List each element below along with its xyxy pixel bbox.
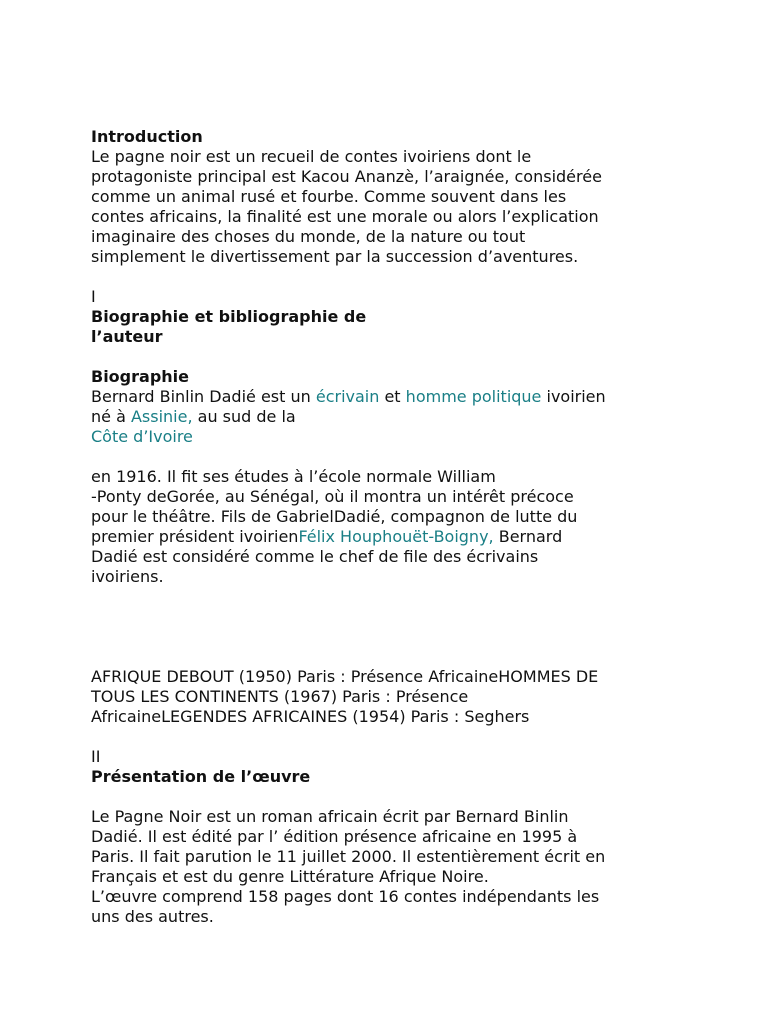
- section1-title-line2: l’auteur: [91, 327, 163, 346]
- biography-text: Bernard Binlin Dadié est un: [91, 387, 316, 406]
- document-content: [91, 127, 691, 927]
- biography-text: Bernard Dadié est considéré comme le chef de file des écrivains ivoiriens.: [91, 527, 563, 586]
- link-homme-politique[interactable]: homme politique: [405, 387, 542, 406]
- section2-numeral: II: [91, 747, 101, 766]
- biography-text: au sud de la: [192, 407, 296, 426]
- intro-paragraph: Le pagne noir est un recueil de contes ivoiriens dont le protagoniste principal est Kacou Ananzè, l’araignée, considérée comme un animal rusé et fourbe. Comme souvent dans les contes africains, la finalité est une morale ou alors l’explication imaginaire des choses du monde, de la nature ou tout simplement le divertissement par la succession d’aventures.: [91, 147, 602, 266]
- link-cote-divoire[interactable]: Côte d’Ivoire: [91, 427, 193, 446]
- bibliography-paragraph: AFRIQUE DEBOUT (1950) Paris : Présence AfricaineHOMMES DE TOUS LES CONTINENTS (1967) Paris : Présence AfricaineLEGENDES AFRICAINES (1954) Paris : Seghers: [91, 667, 599, 726]
- link-assinie[interactable]: Assinie,: [130, 407, 193, 426]
- section2-title: Présentation de l’œuvre: [91, 767, 311, 786]
- intro-heading: Introduction: [91, 127, 203, 146]
- biography-line2: [91, 407, 691, 427]
- biography-heading: Biographie: [91, 367, 189, 386]
- section1-numeral: I: [91, 287, 96, 306]
- biography-line3: [91, 427, 691, 447]
- link-ecrivain[interactable]: écrivain: [315, 387, 380, 406]
- biography-text: en 1916. Il fit ses études à l’école normale William -Ponty deGorée, au Sénégal, où il montra un intérêt précoce pour le théâtre. Fils de GabrielDadié, compagnon de lutte du premier président ivoirien: [91, 467, 578, 546]
- biography-paragraph2: [91, 467, 691, 587]
- biography-text: et: [379, 387, 406, 406]
- biography-line1: [91, 387, 691, 407]
- section1-title-line1: Biographie et bibliographie de: [91, 307, 367, 326]
- biography-text: né à: [91, 407, 131, 426]
- presentation-paragraph: Le Pagne Noir est un roman africain écrit par Bernard Binlin Dadié. Il est édité par l’ édition présence africaine en 1995 à Paris. Il fait parution le 11 juillet 2000. Il estentièrement écrit en Français et est du genre Littérature Afrique Noire. L’œuvre comprend 158 pages dont 16 contes indépendants les uns des autres.: [91, 807, 606, 926]
- biography-text: ivoirien: [541, 387, 606, 406]
- link-houphouet-boigny[interactable]: Félix Houphouët-Boigny,: [298, 527, 494, 546]
